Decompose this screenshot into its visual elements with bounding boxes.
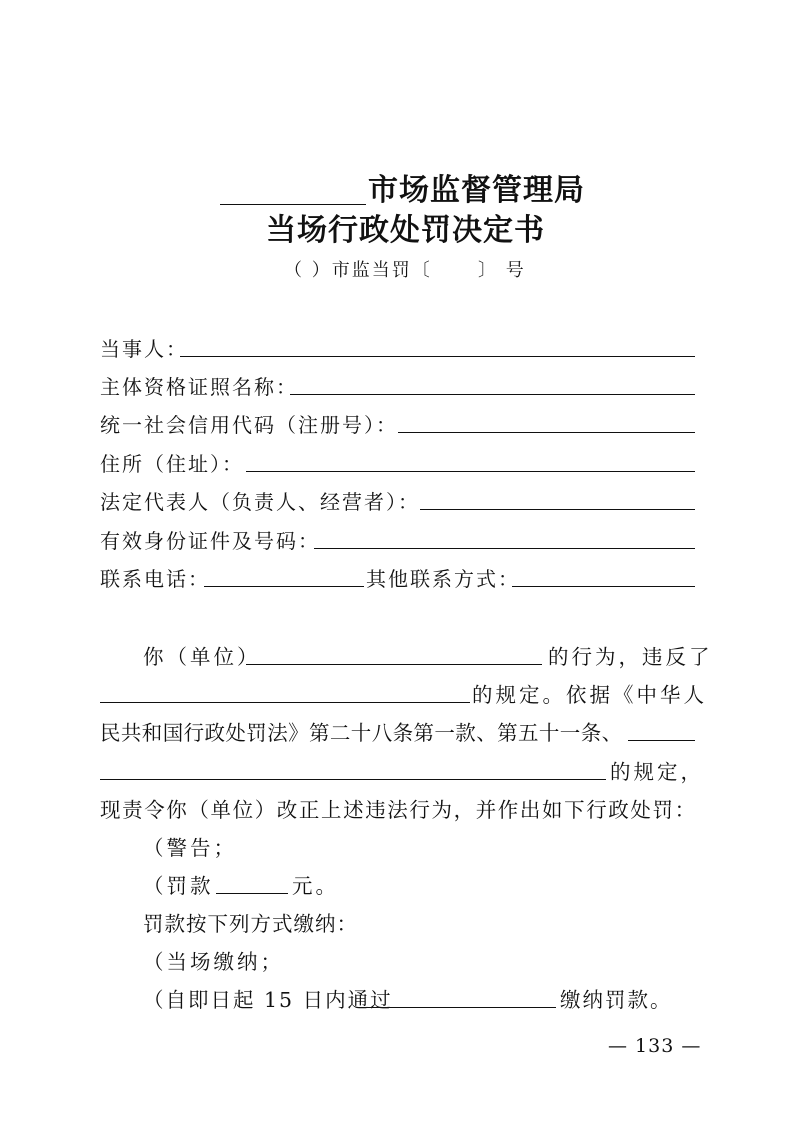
violated-law-field[interactable] [100,702,470,703]
title-line1: 市场监督管理局 [368,173,585,208]
p4-end: 的规定， [610,760,704,784]
id-doc-label: 有效身份证件及号码： [100,529,320,553]
fine-amount-field[interactable] [216,893,288,894]
credit-code-field[interactable] [398,432,695,433]
pay-channel-field[interactable] [366,1007,556,1008]
basis-field-b[interactable] [100,779,606,780]
other-contact-label: 其他联系方式： [366,567,520,591]
phone-label: 联系电话： [100,567,210,591]
p1-start: 你（单位） [143,645,261,669]
pay-within-start[interactable]: （自即日起 15 日内通过 [143,988,393,1012]
p3-text: 民共和国行政处罚法》第二十八条第一款、第五十一条、 [100,721,623,745]
page-number: — 133 — [608,1035,702,1057]
other-contact-field[interactable] [512,586,695,587]
behavior-field[interactable] [246,664,542,665]
p2-end: 的规定。依据《中华人 [472,683,707,707]
legal-rep-label: 法定代表人（负责人、经营者）： [100,490,420,514]
id-doc-field[interactable] [314,548,695,549]
p5-text: 现责令你（单位）改正上述违法行为，并作出如下行政处罚： [100,798,697,822]
license-name-field[interactable] [290,394,695,395]
p1-end: 的行为，违反了 [548,645,713,669]
address-label: 住所（住址）： [100,452,244,476]
phone-field[interactable] [204,586,364,587]
option-fine-end: 元。 [292,874,339,898]
option-warning[interactable]: （警告； [143,836,237,860]
address-field[interactable] [246,471,695,472]
pay-within-end: 缴纳罚款。 [560,988,673,1012]
doc-number-suffix: 〕 号 [478,260,526,281]
pay-methods-label: 罚款按下列方式缴纳： [143,912,358,936]
basis-field-a[interactable] [628,740,695,741]
legal-rep-field[interactable] [420,509,695,510]
party-field[interactable] [180,356,695,357]
credit-code-label: 统一社会信用代码（注册号）： [100,413,398,437]
party-label: 当事人： [100,337,188,361]
option-fine-start[interactable]: （罚款 [143,874,214,898]
pay-onsite-option[interactable]: （当场缴纳； [143,950,284,974]
title-line2: 当场行政处罚决定书 [266,213,545,248]
agency-name-blank[interactable] [220,204,366,205]
doc-number-prefix: （ ）市监当罚〔 [284,260,432,281]
license-name-label: 主体资格证照名称： [100,375,298,399]
